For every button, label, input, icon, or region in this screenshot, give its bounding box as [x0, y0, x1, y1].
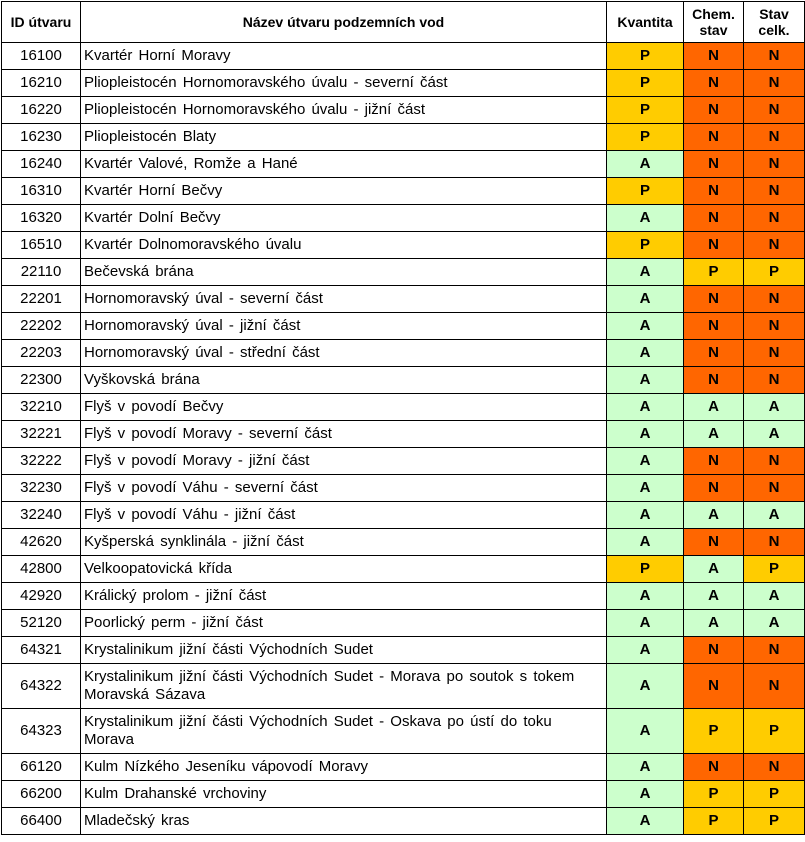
cell-kvantita: A	[607, 583, 684, 610]
cell-kvantita: A	[607, 151, 684, 178]
cell-stav-celk: N	[744, 97, 805, 124]
cell-stav-celk: A	[744, 421, 805, 448]
cell-chem-stav: A	[684, 610, 744, 637]
cell-name: Pliopleistocén Blaty	[81, 124, 607, 151]
cell-name: Kvartér Valové, Romže a Hané	[81, 151, 607, 178]
cell-id: 42800	[2, 556, 81, 583]
cell-chem-stav: N	[684, 232, 744, 259]
cell-kvantita: P	[607, 43, 684, 70]
cell-chem-stav: N	[684, 97, 744, 124]
cell-name: Králický prolom - jižní část	[81, 583, 607, 610]
header-chem-line1: Chem.	[692, 6, 735, 22]
cell-stav-celk: P	[744, 781, 805, 808]
cell-kvantita: P	[607, 124, 684, 151]
cell-stav-celk: N	[744, 286, 805, 313]
cell-stav-celk: A	[744, 583, 805, 610]
cell-id: 32221	[2, 421, 81, 448]
cell-name: Pliopleistocén Hornomoravského úvalu - severní část	[81, 70, 607, 97]
cell-stav-celk: N	[744, 754, 805, 781]
header-stav-celk	[744, 2, 805, 43]
table-row	[2, 637, 805, 664]
cell-name: Mladečský kras	[81, 808, 607, 835]
table-row	[2, 124, 805, 151]
table-row	[2, 556, 805, 583]
cell-chem-stav: N	[684, 664, 744, 709]
cell-chem-stav: N	[684, 754, 744, 781]
cell-id: 32240	[2, 502, 81, 529]
table-row	[2, 340, 805, 367]
cell-name: Bečevská brána	[81, 259, 607, 286]
cell-chem-stav: N	[684, 178, 744, 205]
table-row	[2, 529, 805, 556]
cell-name: Pliopleistocén Hornomoravského úvalu - jižní část	[81, 97, 607, 124]
cell-id: 66200	[2, 781, 81, 808]
cell-id: 22203	[2, 340, 81, 367]
cell-id: 16230	[2, 124, 81, 151]
cell-chem-stav: N	[684, 151, 744, 178]
cell-stav-celk: A	[744, 394, 805, 421]
cell-chem-stav: N	[684, 448, 744, 475]
header-chem-stav	[684, 2, 744, 43]
cell-chem-stav: N	[684, 340, 744, 367]
cell-stav-celk: N	[744, 151, 805, 178]
table-row	[2, 286, 805, 313]
table-row	[2, 178, 805, 205]
cell-stav-celk: P	[744, 808, 805, 835]
cell-kvantita: A	[607, 664, 684, 709]
cell-name: Velkoopatovická křída	[81, 556, 607, 583]
cell-stav-celk: N	[744, 340, 805, 367]
cell-name: Hornomoravský úval - jižní část	[81, 313, 607, 340]
cell-chem-stav: N	[684, 475, 744, 502]
table-row	[2, 97, 805, 124]
cell-id: 16220	[2, 97, 81, 124]
table-row	[2, 313, 805, 340]
cell-stav-celk: A	[744, 610, 805, 637]
cell-id: 32210	[2, 394, 81, 421]
cell-chem-stav: A	[684, 502, 744, 529]
cell-chem-stav: P	[684, 259, 744, 286]
cell-chem-stav: P	[684, 781, 744, 808]
cell-kvantita: A	[607, 259, 684, 286]
cell-chem-stav: N	[684, 313, 744, 340]
cell-kvantita: A	[607, 286, 684, 313]
cell-name: Kvartér Dolní Bečvy	[81, 205, 607, 232]
table-row	[2, 151, 805, 178]
cell-kvantita: A	[607, 610, 684, 637]
cell-chem-stav: N	[684, 43, 744, 70]
cell-stav-celk: N	[744, 448, 805, 475]
cell-chem-stav: N	[684, 205, 744, 232]
table-row	[2, 475, 805, 502]
cell-stav-celk: N	[744, 124, 805, 151]
cell-name: Krystalinikum jižní části Východních Sudet - Morava po soutok s tokem Moravská Sázava	[81, 664, 607, 709]
cell-id: 52120	[2, 610, 81, 637]
cell-stav-celk: N	[744, 664, 805, 709]
cell-stav-celk: N	[744, 43, 805, 70]
cell-stav-celk: N	[744, 367, 805, 394]
table-row	[2, 394, 805, 421]
cell-name: Kyšperská synklinála - jižní část	[81, 529, 607, 556]
table-row	[2, 70, 805, 97]
cell-chem-stav: A	[684, 394, 744, 421]
table-row	[2, 610, 805, 637]
cell-chem-stav: N	[684, 529, 744, 556]
cell-chem-stav: A	[684, 556, 744, 583]
cell-stav-celk: P	[744, 556, 805, 583]
cell-name: Poorlický perm - jižní část	[81, 610, 607, 637]
cell-chem-stav: N	[684, 286, 744, 313]
cell-stav-celk: P	[744, 259, 805, 286]
cell-id: 16240	[2, 151, 81, 178]
cell-name: Flyš v povodí Moravy - jižní část	[81, 448, 607, 475]
header-celk-line1: Stav	[759, 6, 789, 22]
cell-stav-celk: P	[744, 709, 805, 754]
cell-name: Krystalinikum jižní části Východních Sudet	[81, 637, 607, 664]
cell-kvantita: A	[607, 475, 684, 502]
cell-id: 22110	[2, 259, 81, 286]
cell-kvantita: P	[607, 232, 684, 259]
cell-name: Hornomoravský úval - severní část	[81, 286, 607, 313]
cell-kvantita: A	[607, 313, 684, 340]
header-chem-line2: stav	[699, 22, 728, 38]
table-row	[2, 367, 805, 394]
cell-id: 42920	[2, 583, 81, 610]
cell-id: 42620	[2, 529, 81, 556]
cell-stav-celk: N	[744, 232, 805, 259]
cell-name: Kvartér Horní Bečvy	[81, 178, 607, 205]
header-name: Název útvaru podzemních vod	[81, 2, 607, 43]
cell-id: 66400	[2, 808, 81, 835]
table-row	[2, 448, 805, 475]
cell-name: Flyš v povodí Moravy - severní část	[81, 421, 607, 448]
table-row	[2, 754, 805, 781]
cell-id: 66120	[2, 754, 81, 781]
cell-id: 64321	[2, 637, 81, 664]
cell-name: Kvartér Dolnomoravského úvalu	[81, 232, 607, 259]
cell-chem-stav: P	[684, 808, 744, 835]
cell-name: Kulm Drahanské vrchoviny	[81, 781, 607, 808]
cell-chem-stav: N	[684, 637, 744, 664]
table-row	[2, 43, 805, 70]
cell-name: Kulm Nízkého Jeseníku vápovodí Moravy	[81, 754, 607, 781]
cell-stav-celk: N	[744, 637, 805, 664]
cell-name: Hornomoravský úval - střední část	[81, 340, 607, 367]
cell-stav-celk: N	[744, 178, 805, 205]
cell-kvantita: A	[607, 637, 684, 664]
cell-kvantita: A	[607, 367, 684, 394]
cell-chem-stav: A	[684, 583, 744, 610]
cell-name: Flyš v povodí Váhu - jižní část	[81, 502, 607, 529]
cell-stav-celk: N	[744, 70, 805, 97]
table-row	[2, 781, 805, 808]
cell-name: Kvartér Horní Moravy	[81, 43, 607, 70]
cell-kvantita: A	[607, 421, 684, 448]
header-kvantita: Kvantita	[607, 2, 684, 43]
header-id: ID útvaru	[2, 2, 81, 43]
cell-kvantita: P	[607, 556, 684, 583]
table-row	[2, 709, 805, 754]
cell-stav-celk: N	[744, 529, 805, 556]
cell-id: 16210	[2, 70, 81, 97]
cell-name: Flyš v povodí Váhu - severní část	[81, 475, 607, 502]
cell-kvantita: A	[607, 709, 684, 754]
cell-kvantita: A	[607, 754, 684, 781]
cell-kvantita: A	[607, 808, 684, 835]
cell-kvantita: P	[607, 178, 684, 205]
cell-stav-celk: A	[744, 502, 805, 529]
table-row	[2, 502, 805, 529]
cell-id: 32222	[2, 448, 81, 475]
cell-chem-stav: N	[684, 70, 744, 97]
header-celk-line2: celk.	[758, 22, 790, 38]
cell-kvantita: A	[607, 205, 684, 232]
table-row	[2, 664, 805, 709]
cell-kvantita: A	[607, 394, 684, 421]
table-row	[2, 421, 805, 448]
cell-kvantita: A	[607, 529, 684, 556]
cell-chem-stav: N	[684, 367, 744, 394]
cell-kvantita: A	[607, 448, 684, 475]
cell-chem-stav: A	[684, 421, 744, 448]
table-row	[2, 259, 805, 286]
cell-id: 64323	[2, 709, 81, 754]
cell-id: 22201	[2, 286, 81, 313]
header-row	[2, 2, 805, 43]
cell-kvantita: A	[607, 340, 684, 367]
table-row	[2, 205, 805, 232]
cell-stav-celk: N	[744, 313, 805, 340]
table-row	[2, 232, 805, 259]
cell-id: 16510	[2, 232, 81, 259]
cell-kvantita: A	[607, 502, 684, 529]
cell-id: 16100	[2, 43, 81, 70]
cell-name: Flyš v povodí Bečvy	[81, 394, 607, 421]
cell-chem-stav: N	[684, 124, 744, 151]
cell-id: 64322	[2, 664, 81, 709]
table-row	[2, 583, 805, 610]
cell-chem-stav: P	[684, 709, 744, 754]
cell-id: 32230	[2, 475, 81, 502]
groundwater-status-table	[1, 1, 805, 835]
cell-kvantita: P	[607, 70, 684, 97]
cell-name: Krystalinikum jižní části Východních Sudet - Oskava po ústí do toku Morava	[81, 709, 607, 754]
cell-kvantita: P	[607, 97, 684, 124]
cell-kvantita: A	[607, 781, 684, 808]
cell-id: 16310	[2, 178, 81, 205]
cell-stav-celk: N	[744, 205, 805, 232]
cell-name: Vyškovská brána	[81, 367, 607, 394]
cell-id: 16320	[2, 205, 81, 232]
cell-id: 22300	[2, 367, 81, 394]
cell-stav-celk: N	[744, 475, 805, 502]
table-row	[2, 808, 805, 835]
cell-id: 22202	[2, 313, 81, 340]
